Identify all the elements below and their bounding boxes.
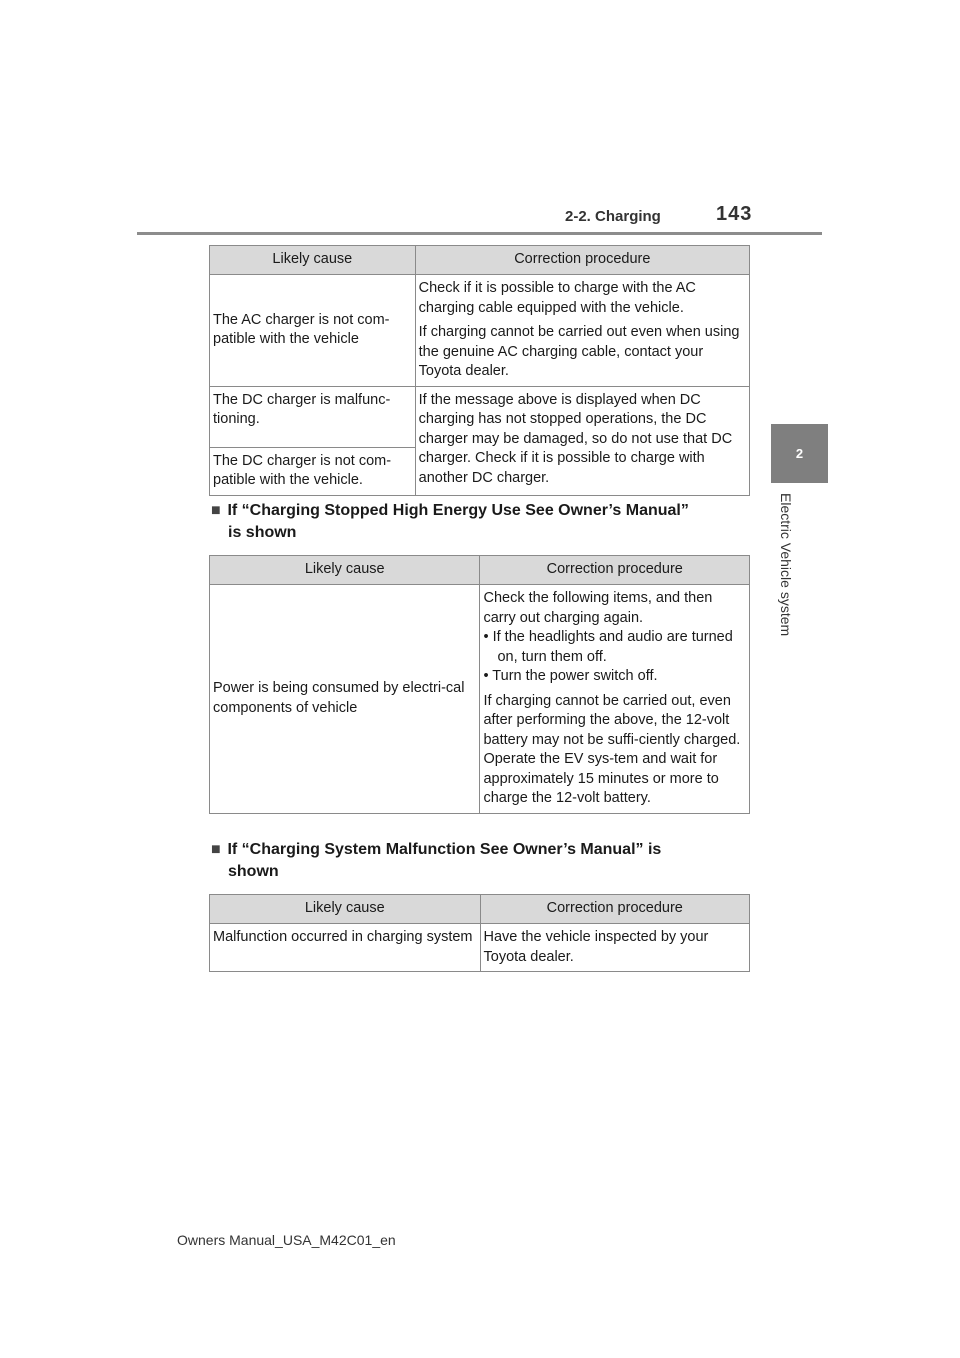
cause-cell: Power is being consumed by electri-cal components of vehicle xyxy=(210,585,480,814)
footer-document-id: Owners Manual_USA_M42C01_en xyxy=(177,1232,396,1248)
procedure-paragraph: If charging cannot be carried out, even after performing the above, the 12-volt battery may not be suffi-ciently charged. Operate the EV sys-tem and wait for approximately 15 minutes or more to charge the 12-volt battery. xyxy=(483,692,741,806)
chapter-tab-number: 2 xyxy=(795,446,804,461)
chapter-side-label xyxy=(776,493,800,683)
procedure-paragraph: If charging cannot be carried out even when using the genuine AC charging cable, contact your Toyota dealer. xyxy=(418,324,740,379)
section-heading-system-malfunction xyxy=(211,839,751,883)
table-row xyxy=(210,585,750,814)
header-likely-cause: Likely cause xyxy=(210,895,481,924)
procedure-bullet: • Turn the power switch off. xyxy=(483,668,658,684)
table-ac-dc-charger xyxy=(209,245,750,496)
header-likely-cause: Likely cause xyxy=(210,556,480,585)
chapter-tab xyxy=(771,424,828,483)
header-correction-procedure: Correction procedure xyxy=(480,895,750,924)
procedure-paragraph: Check the following items, and then carry out charging again. xyxy=(483,590,713,626)
chapter-label-text: Electric Vehicle system xyxy=(778,493,794,637)
section-title: 2-2. Charging xyxy=(565,208,661,225)
section-heading-high-energy xyxy=(211,500,751,544)
procedure-paragraph: Check if it is possible to charge with the AC charging cable equipped with the vehicle. xyxy=(418,280,696,316)
header-divider xyxy=(137,232,822,235)
header-correction-procedure: Correction procedure xyxy=(480,556,750,585)
heading-text: If “Charging System Malfunction See Owner’s Manual” is xyxy=(227,841,662,858)
table-system-malfunction xyxy=(209,894,750,972)
page-number: 143 xyxy=(716,203,753,225)
procedure-cell: Have the vehicle inspected by your Toyota dealer. xyxy=(480,924,750,972)
square-bullet-icon: ■ xyxy=(211,502,221,519)
heading-text: If “Charging Stopped High Energy Use See Owner’s Manual” xyxy=(227,502,689,519)
table-header-row xyxy=(210,556,750,585)
table-header-row xyxy=(210,895,750,924)
table-row xyxy=(210,924,750,972)
procedure-cell xyxy=(415,275,749,387)
cause-cell: The DC charger is not com-patible with the vehicle. xyxy=(210,447,416,495)
table-row xyxy=(210,386,750,447)
heading-text: is shown xyxy=(228,524,297,541)
table-high-energy-use xyxy=(209,555,750,814)
heading-text: shown xyxy=(228,863,279,880)
square-bullet-icon: ■ xyxy=(211,841,221,858)
table-header-row xyxy=(210,246,750,275)
cause-cell: Malfunction occurred in charging system xyxy=(210,924,481,972)
table-row xyxy=(210,275,750,387)
header-correction-procedure: Correction procedure xyxy=(415,246,749,275)
procedure-cell xyxy=(480,585,750,814)
header-likely-cause: Likely cause xyxy=(210,246,416,275)
procedure-bullet: • If the headlights and audio are turned on, turn them off. xyxy=(483,629,733,665)
cause-cell: The AC charger is not com-patible with the vehicle xyxy=(210,275,416,387)
procedure-cell: If the message above is displayed when DC charging has not stopped operations, the DC charger may be damaged, so do not use that DC charger. Check if it is possible to charge with another DC charger. xyxy=(415,386,749,495)
cause-cell: The DC charger is malfunc-tioning. xyxy=(210,386,416,447)
